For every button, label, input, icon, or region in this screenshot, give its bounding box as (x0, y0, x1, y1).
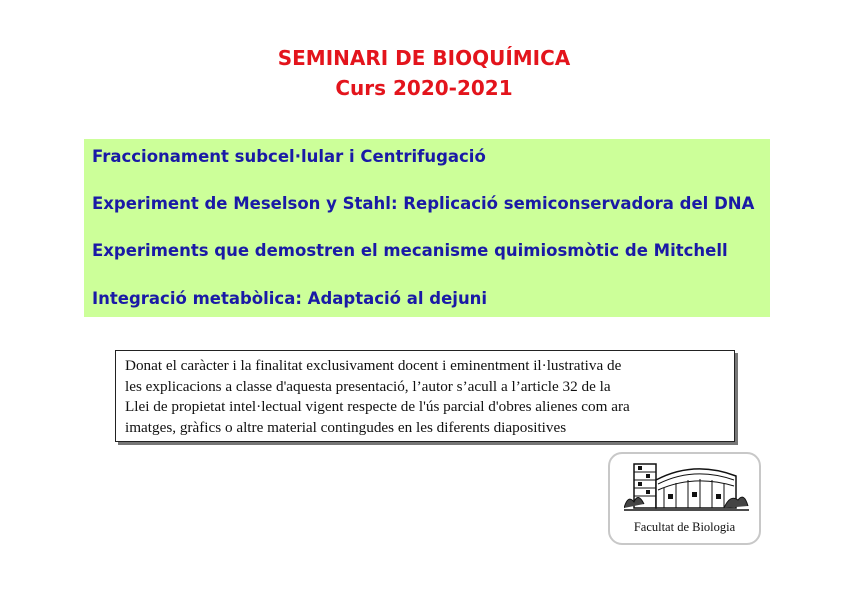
notice-line: les explicacions a classe d'aquesta presentació, l’autor s’acull a l’article 32 de la (125, 377, 611, 395)
notice-line: imatges, gràfics o altre material contingudes en les diferents diapositives (125, 418, 567, 436)
topic-item: Integració metabòlica: Adaptació al dejuni (92, 289, 488, 308)
topics-box (84, 139, 770, 317)
logo-label: Facultat de Biologia (633, 520, 736, 534)
building-drawing-icon (624, 458, 749, 516)
faculty-logo (608, 452, 761, 545)
topic-item: Experiments que demostren el mecanisme quimiosmòtic de Mitchell (92, 241, 728, 260)
page-title: SEMINARI DE BIOQUÍMICA (277, 46, 571, 70)
notice-line: Llei de propietat intel·lectual vigent respecte de l'ús parcial d'obres alienes com ara (125, 398, 630, 415)
topic-item: Fraccionament subcel·lular i Centrifugació (92, 147, 486, 166)
copyright-notice (115, 350, 735, 442)
notice-text (125, 356, 735, 438)
notice-line: Donat el caràcter i la finalitat exclusivament docent i eminentment il·lustrativa de (125, 357, 622, 374)
page-subtitle: Curs 2020-2021 (335, 76, 513, 100)
topic-item: Experiment de Meselson y Stahl: Replicació semiconservadora del DNA (92, 194, 755, 213)
